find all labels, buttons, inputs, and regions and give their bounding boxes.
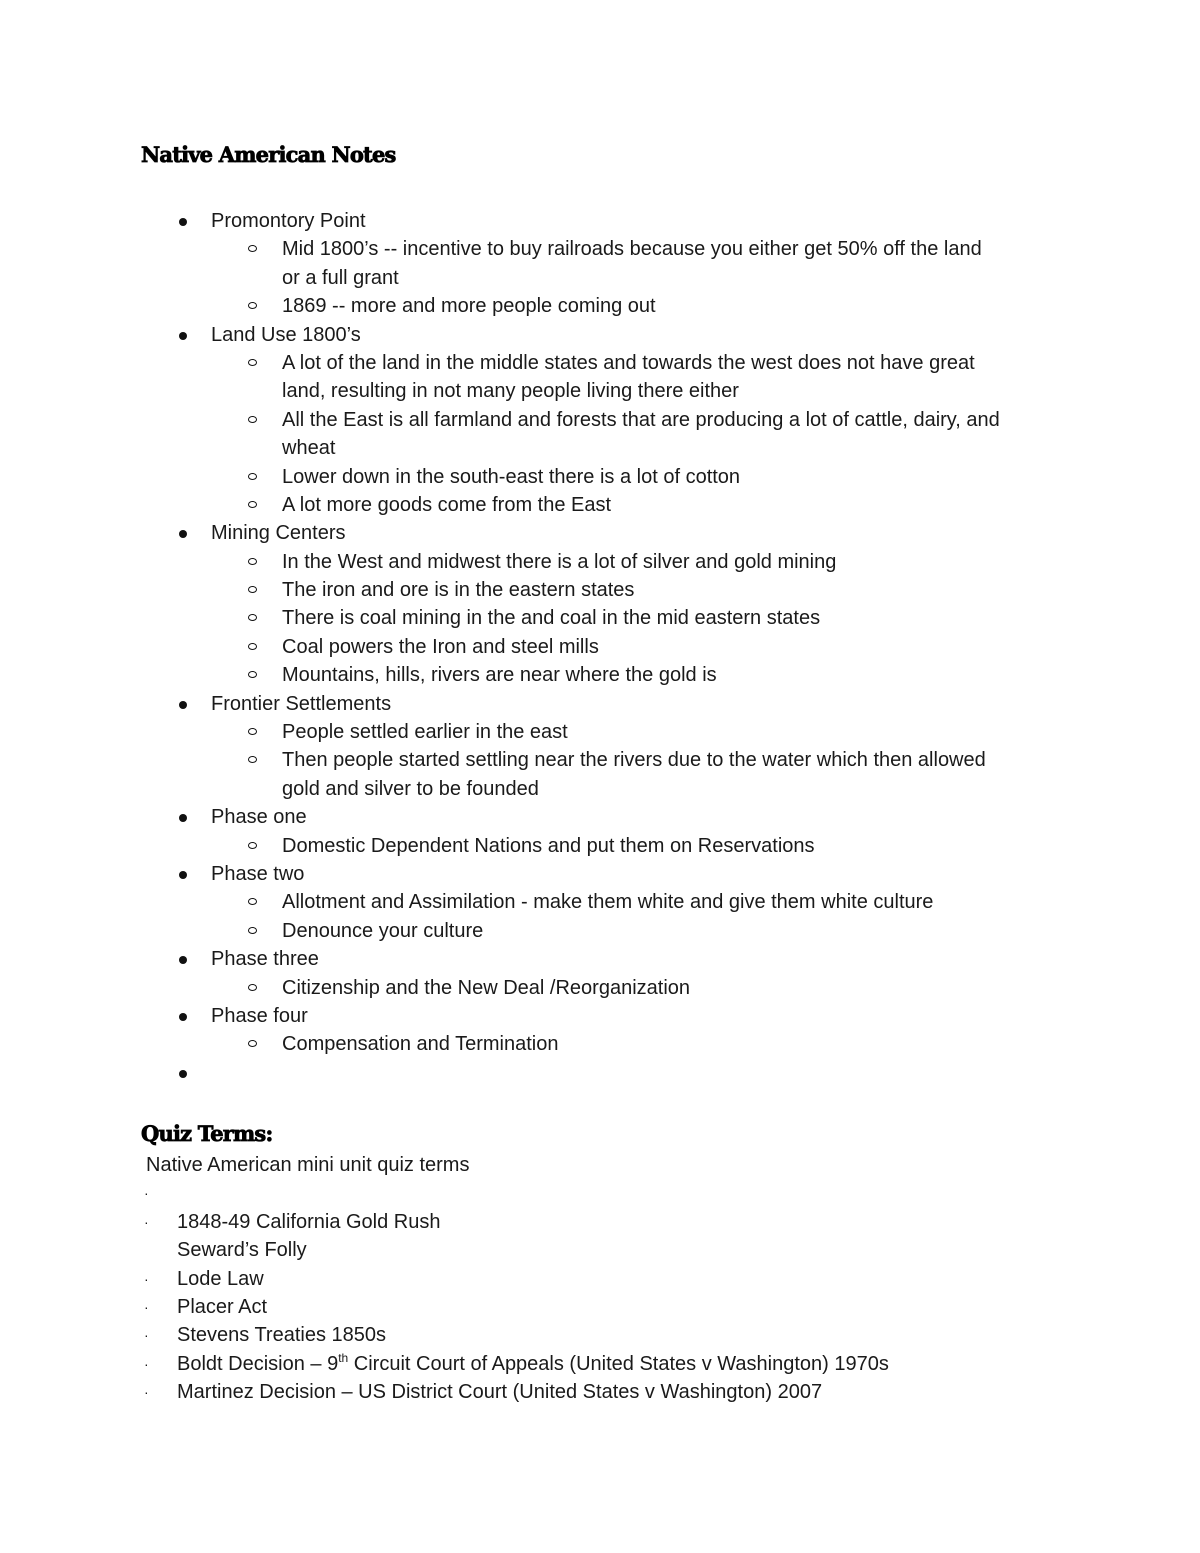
filled-bullet-icon	[179, 1070, 187, 1078]
sub-bullet-continuation	[0, 377, 1200, 405]
quiz-term-rest: Circuit Court of Appeals (United States v Washington) 1970s	[348, 1352, 889, 1375]
small-dot-bullet-icon: ·	[144, 1270, 149, 1287]
bullet-item	[0, 1002, 1200, 1030]
small-dot-bullet-icon: ·	[144, 1327, 149, 1344]
sub-bullet-item	[0, 235, 1200, 263]
filled-bullet-icon	[179, 871, 187, 879]
sub-bullet-item	[0, 1030, 1200, 1058]
hollow-bullet-icon	[248, 1040, 257, 1047]
quiz-term	[0, 1208, 1200, 1236]
quiz-terms-list	[0, 1179, 1200, 1406]
sub-bullet-item	[0, 633, 1200, 661]
sub-bullet-text: gold and silver to be founded	[282, 777, 539, 800]
sub-bullet-item	[0, 974, 1200, 1002]
hollow-bullet-icon	[248, 671, 257, 678]
sub-bullet-item	[0, 491, 1200, 519]
sub-bullet-text: Mountains, hills, rivers are near where the gold is	[282, 664, 717, 687]
hollow-bullet-icon	[248, 473, 257, 480]
sub-bullet-text: Domestic Dependent Nations and put them on Reservations	[282, 834, 815, 857]
bullet-item-label: Frontier Settlements	[211, 692, 392, 715]
hollow-bullet-icon	[248, 501, 257, 508]
sub-bullet-text: The iron and ore is in the eastern states	[282, 579, 635, 602]
hollow-bullet-icon	[248, 302, 257, 309]
filled-bullet-icon	[179, 701, 187, 709]
sub-bullet-item	[0, 604, 1200, 632]
sub-bullet-text: land, resulting in not many people living there either	[282, 380, 739, 403]
hollow-bullet-icon	[248, 898, 257, 905]
sub-bullet-item	[0, 917, 1200, 945]
sub-bullet-text: Mid 1800’s -- incentive to buy railroads because you either get 50% off the land	[282, 238, 982, 261]
filled-bullet-icon	[179, 530, 187, 538]
bullet-item	[0, 803, 1200, 831]
quiz-term-text	[177, 1321, 386, 1349]
sub-bullet-item	[0, 349, 1200, 377]
sub-bullet-continuation	[0, 775, 1200, 803]
quiz-terms-title: Quiz Terms:	[141, 1121, 273, 1146]
quiz-term-text	[177, 1293, 267, 1321]
sub-bullet-item	[0, 576, 1200, 604]
quiz-term-main: Stevens Treaties 1850s	[177, 1324, 387, 1347]
sub-bullet-continuation	[0, 264, 1200, 292]
quiz-term	[0, 1293, 1200, 1321]
hollow-bullet-icon	[248, 614, 257, 621]
sub-bullet-text: Allotment and Assimilation - make them white and give them white culture	[282, 891, 934, 914]
quiz-term	[0, 1265, 1200, 1293]
sub-bullet-text: 1869 -- more and more people coming out	[282, 295, 656, 318]
quiz-terms-section	[0, 1151, 1200, 1407]
hollow-bullet-icon	[248, 927, 257, 934]
sub-bullet-text: There is coal mining in the and coal in the mid eastern states	[282, 607, 821, 630]
bullet-item	[0, 945, 1200, 973]
filled-bullet-icon	[179, 1013, 187, 1021]
sub-bullet-text: In the West and midwest there is a lot of silver and gold mining	[282, 550, 837, 573]
quiz-term-text	[177, 1350, 889, 1378]
sub-bullet-item	[0, 406, 1200, 434]
notes-title: Native American Notes	[141, 142, 396, 167]
hollow-bullet-icon	[248, 728, 257, 735]
sub-bullet-text: A lot more goods come from the East	[282, 493, 612, 516]
hollow-bullet-icon	[248, 842, 257, 849]
bullet-item	[0, 860, 1200, 888]
sub-bullet-item	[0, 292, 1200, 320]
hollow-bullet-icon	[248, 359, 257, 366]
hollow-bullet-icon	[248, 245, 257, 252]
hollow-bullet-icon	[248, 416, 257, 423]
filled-bullet-icon	[179, 956, 187, 964]
filled-bullet-icon	[179, 814, 187, 822]
quiz-term	[0, 1350, 1200, 1378]
sub-bullet-text: A lot of the land in the middle states and towards the west does not have great	[282, 351, 975, 374]
quiz-term-main: 1848-49 California Gold Rush	[177, 1210, 441, 1233]
quiz-term-main: Lode Law	[177, 1267, 264, 1290]
sub-bullet-item	[0, 746, 1200, 774]
hollow-bullet-icon	[248, 558, 257, 565]
bullet-item-label: Mining Centers	[211, 522, 346, 545]
hollow-bullet-icon	[248, 756, 257, 763]
quiz-term	[0, 1179, 1200, 1207]
quiz-subtitle: Native American mini unit quiz terms	[146, 1154, 470, 1176]
sub-bullet-text: Citizenship and the New Deal /Reorganization	[282, 976, 691, 999]
sub-bullet-item	[0, 463, 1200, 491]
sub-bullet-item	[0, 661, 1200, 689]
hollow-bullet-icon	[248, 643, 257, 650]
quiz-term-text	[177, 1208, 441, 1236]
quiz-term-text	[177, 1265, 264, 1293]
small-dot-bullet-icon: ·	[144, 1213, 149, 1230]
bullet-item-label: Phase three	[211, 948, 319, 971]
small-dot-bullet-icon: ·	[144, 1384, 149, 1401]
hollow-bullet-icon	[248, 586, 257, 593]
sub-bullet-item	[0, 832, 1200, 860]
sub-bullet-text: People settled earlier in the east	[282, 721, 568, 744]
bullet-item-label: Land Use 1800’s	[211, 323, 361, 346]
sub-bullet-text: Denounce your culture	[282, 919, 484, 942]
hollow-bullet-icon	[248, 984, 257, 991]
sub-bullet-text: Lower down in the south-east there is a lot of cotton	[282, 465, 741, 488]
quiz-term-superscript: th	[338, 1350, 349, 1365]
bullet-item	[0, 1059, 1200, 1087]
filled-bullet-icon	[179, 218, 187, 226]
small-dot-bullet-icon: ·	[144, 1298, 149, 1315]
sub-bullet-text: wheat	[282, 437, 336, 460]
sub-bullet-text: Then people started settling near the rivers due to the water which then allowed	[282, 749, 986, 772]
bullet-item-label: Phase four	[211, 1004, 308, 1027]
bullet-item-label: Phase two	[211, 862, 305, 885]
quiz-term-main: Martinez Decision – US District Court (United States v Washington) 2007	[177, 1381, 823, 1404]
sub-bullet-item	[0, 718, 1200, 746]
quiz-term-text	[177, 1378, 822, 1406]
quiz-term	[0, 1321, 1200, 1349]
quiz-term-main: Boldt Decision – 9	[177, 1352, 339, 1375]
filled-bullet-icon	[179, 332, 187, 340]
bullet-item	[0, 207, 1200, 235]
bullet-item	[0, 519, 1200, 547]
sub-bullet-text: Coal powers the Iron and steel mills	[282, 635, 599, 658]
quiz-term-main: Placer Act	[177, 1295, 268, 1318]
sub-bullet-item	[0, 548, 1200, 576]
notes-list	[0, 207, 1200, 1087]
bullet-item-label: Promontory Point	[211, 210, 366, 232]
quiz-term-text	[177, 1236, 307, 1264]
sub-bullet-text: Compensation and Termination	[282, 1033, 559, 1056]
small-dot-bullet-icon: ·	[144, 1355, 149, 1372]
quiz-subtitle-row	[0, 1151, 1200, 1179]
bullet-item	[0, 690, 1200, 718]
bullet-item	[0, 321, 1200, 349]
sub-bullet-continuation	[0, 434, 1200, 462]
sub-bullet-item	[0, 888, 1200, 916]
quiz-term	[0, 1378, 1200, 1406]
quiz-term	[0, 1236, 1200, 1264]
sub-bullet-text: or a full grant	[282, 266, 399, 289]
small-dot-bullet-icon: ·	[144, 1185, 149, 1202]
bullet-item-label: Phase one	[211, 806, 307, 829]
quiz-term-main: Seward’s Folly	[177, 1239, 307, 1262]
sub-bullet-text: All the East is all farmland and forests that are producing a lot of cattle, dairy, and	[282, 408, 1000, 431]
